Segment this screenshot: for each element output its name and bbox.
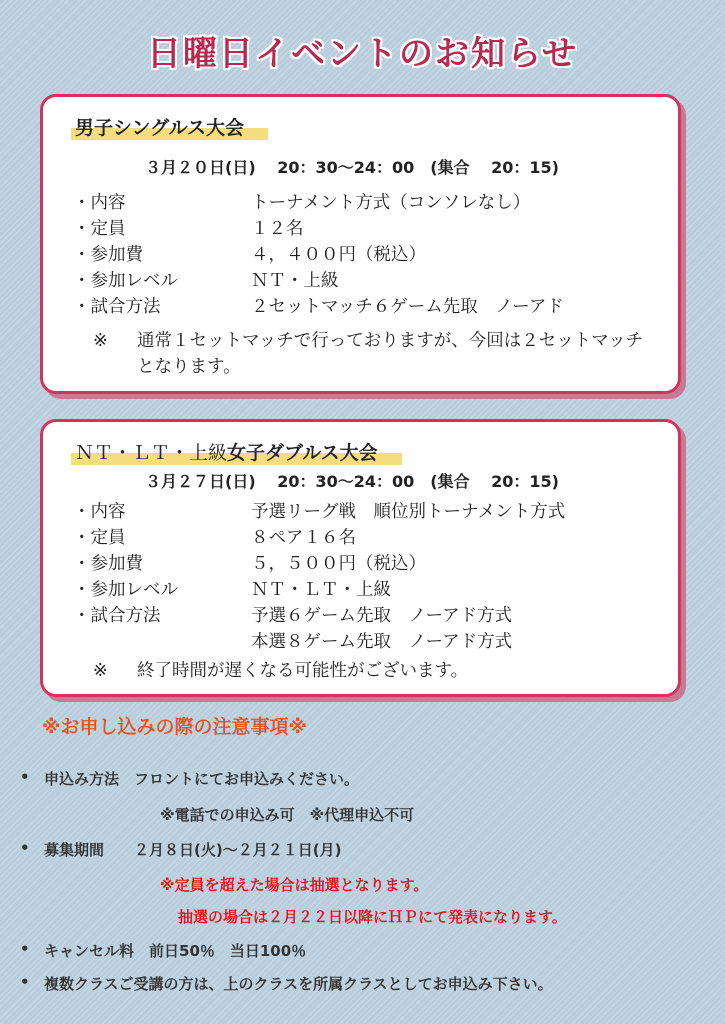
bullet-icon: •	[20, 768, 30, 786]
detail-label: ・内容	[73, 502, 126, 522]
apply-note: ※電話での申込み可 ※代理申込不可	[160, 806, 415, 824]
detail-label: ・試合方法	[73, 606, 161, 626]
page-title: 日曜日イベントのお知らせ	[147, 34, 578, 74]
detail-label: ・参加レベル	[73, 271, 178, 291]
event-note	[93, 658, 653, 684]
detail-value: 予選リーグ戦 順位別トーナメント方式	[251, 502, 566, 522]
note-text: 通常１セットマッチで行っておりますが、今回は２セットマッチとなります。	[137, 331, 644, 377]
detail-row	[73, 268, 564, 294]
detail-row	[73, 294, 564, 320]
detail-label: ・試合方法	[73, 297, 161, 317]
lottery-note: ※定員を超えた場合は抽選となります。	[160, 876, 429, 894]
event-card-mens-singles	[40, 94, 681, 394]
detail-label: ・内容	[73, 193, 126, 213]
detail-row	[73, 577, 565, 603]
detail-value: トーナメント方式（コンソレなし）	[251, 193, 531, 213]
note-mark: ※	[93, 661, 108, 681]
event-title-main: 女子ダブルス大会	[227, 442, 378, 464]
event-title	[71, 438, 402, 465]
detail-value: ＮＴ・上級	[251, 271, 339, 291]
detail-label: ・定員	[73, 219, 126, 239]
detail-label	[73, 629, 251, 655]
event-note	[93, 328, 653, 380]
bullet-icon: •	[20, 839, 30, 857]
detail-row	[73, 551, 565, 577]
detail-value: ５，５００円（税込）	[251, 554, 426, 574]
event-details	[73, 499, 565, 655]
bullet-icon: •	[20, 973, 30, 991]
note-text: 終了時間が遅くなる可能性がございます。	[137, 661, 469, 681]
detail-value: １２名	[251, 219, 304, 239]
apply-method: 申込み方法 フロントにてお申込みください。	[44, 770, 360, 788]
detail-row	[73, 242, 564, 268]
event-title-level: ＮＴ・ＬＴ・上級	[75, 442, 228, 464]
lottery-result: 抽選の場合は２月２２日以降にＨＰにて発表になります。	[178, 908, 567, 926]
event-details	[73, 190, 564, 320]
detail-label: ・参加レベル	[73, 580, 178, 600]
application-period: 募集期間 ２月８日(火)～２月２１日(月)	[44, 841, 342, 859]
detail-row	[73, 499, 565, 525]
bullet-icon: •	[20, 940, 30, 958]
detail-value: 本選８ゲーム先取 ノーアド方式	[251, 632, 513, 652]
detail-value: ２セットマッチ６ゲーム先取 ノーアド	[251, 297, 564, 317]
event-date: ３月２０日(日) 20：30～24：00 (集合 20：15)	[145, 158, 559, 177]
detail-value: ＮＴ・ＬＴ・上級	[251, 580, 391, 600]
event-title: 男子シングルス大会	[71, 113, 268, 140]
detail-row	[73, 190, 564, 216]
detail-row	[73, 525, 565, 551]
event-date: ３月２７日(日) 20：30～24：00 (集合 20：15)	[145, 472, 559, 491]
detail-row	[73, 216, 564, 242]
detail-label: ・参加費	[73, 554, 143, 574]
detail-value: ４，４００円（税込）	[251, 245, 426, 265]
multi-class-note: 複数クラスご受講の方は、上のクラスを所属クラスとしてお申込み下さい。	[44, 975, 553, 993]
notice-heading: ※お申し込みの際の注意事項※	[42, 716, 307, 738]
cancellation-fee: キャンセル料 前日50％ 当日100％	[44, 942, 307, 960]
detail-value: 予選６ゲーム先取 ノーアド方式	[251, 606, 513, 626]
detail-row	[73, 603, 565, 629]
detail-label: ・参加費	[73, 245, 143, 265]
note-mark: ※	[93, 331, 108, 351]
event-card-womens-doubles	[40, 419, 681, 697]
detail-value: ８ペア１６名	[251, 528, 356, 548]
detail-row	[73, 629, 565, 655]
detail-label: ・定員	[73, 528, 126, 548]
